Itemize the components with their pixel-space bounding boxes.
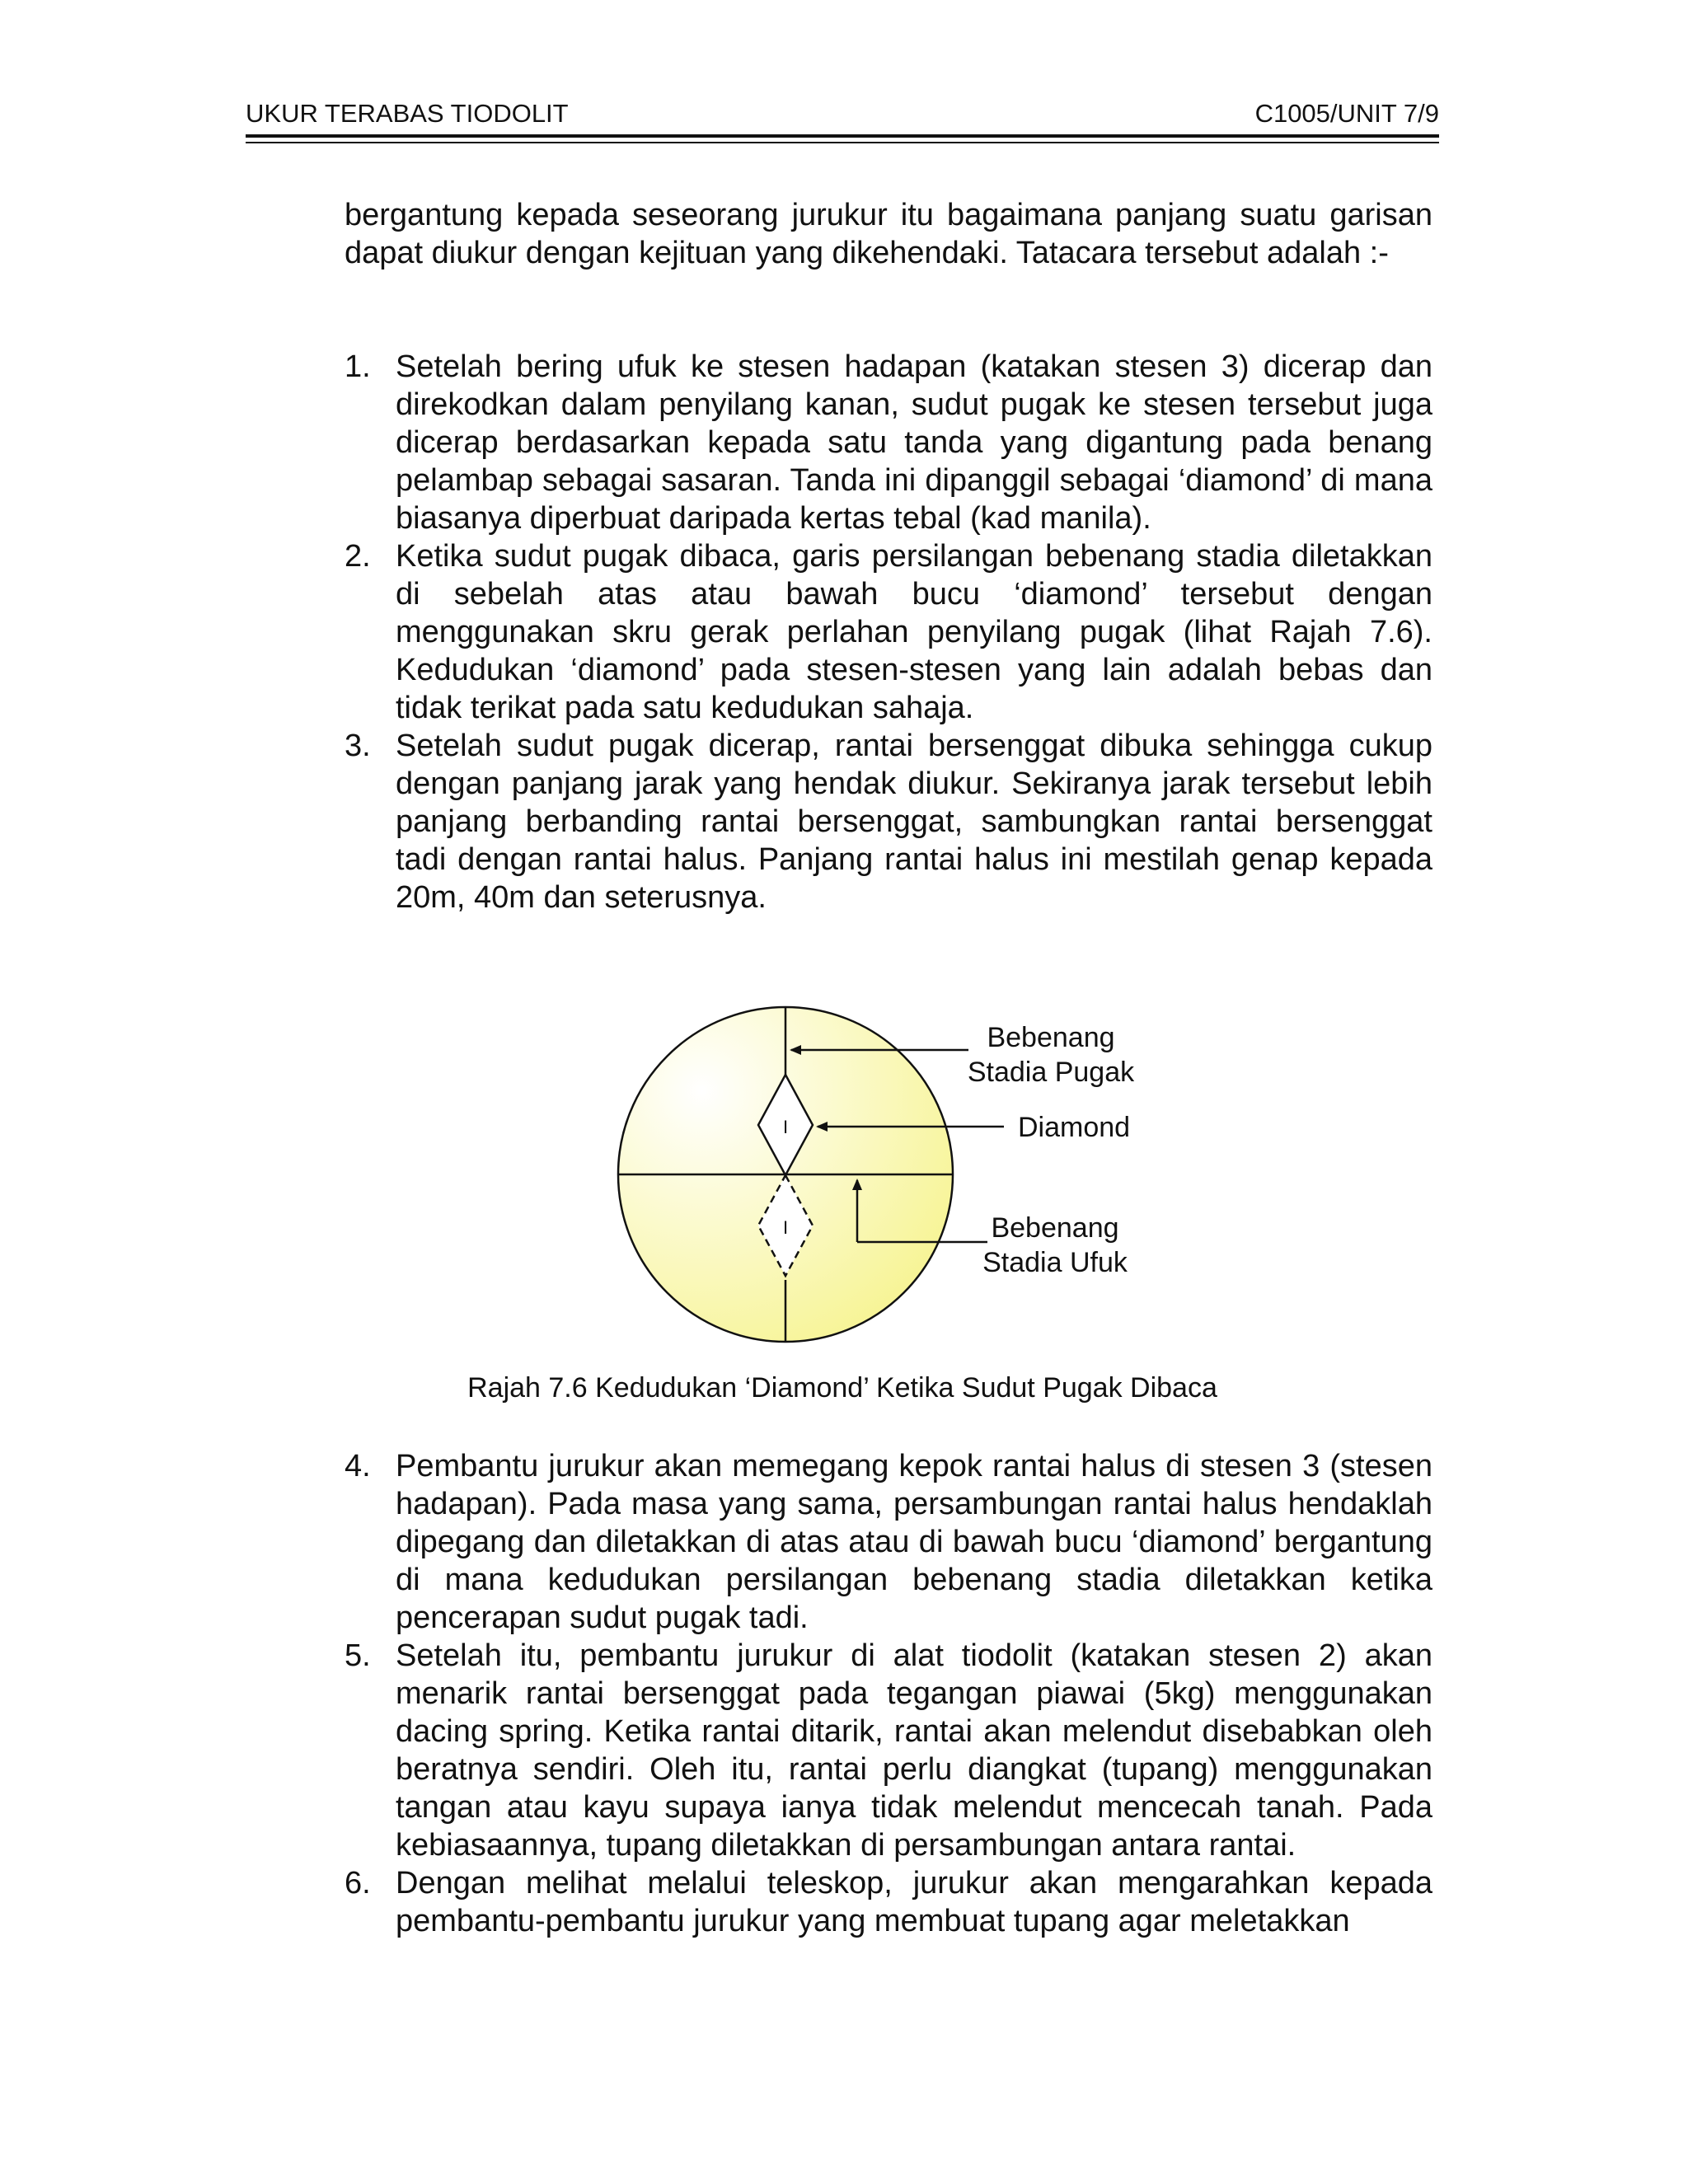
list-item-text: Dengan melihat melalui teleskop, jurukur akan mengarahkan kepada pembantu-pembantu jurukur yang membuat tupang agar meletakkan — [396, 1866, 1432, 1938]
header-title: UKUR TERABAS TIODOLIT — [246, 99, 569, 128]
label-diamond: Diamond — [1018, 1112, 1131, 1143]
list-item — [345, 537, 1432, 727]
list-item-number: 4. — [345, 1449, 371, 1483]
list-item-number: 1. — [345, 349, 371, 384]
list-item — [345, 727, 1432, 916]
list-item-number: 3. — [345, 729, 371, 763]
list-item-number: 5. — [345, 1638, 371, 1673]
figure-caption: Rajah 7.6 Kedudukan ‘Diamond’ Ketika Sudut Pugak Dibaca — [467, 1372, 1217, 1404]
diamond-mark-bottom: I — [782, 1217, 789, 1238]
list-item — [345, 1447, 1432, 1637]
label-horizontal-stadia-2: Stadia Ufuk — [982, 1247, 1128, 1278]
label-vertical-stadia-2: Stadia Pugak — [967, 1057, 1135, 1088]
figure-diamond-reticle — [610, 997, 1203, 1352]
list-item — [345, 1637, 1432, 1864]
list-item-number: 2. — [345, 539, 371, 574]
list-item — [345, 1864, 1432, 1940]
list-item-number: 6. — [345, 1866, 371, 1900]
list-item-text: Ketika sudut pugak dibaca, garis persilangan bebenang stadia diletakkan di sebelah atas atau bawah bucu ‘diamond’ tersebut dengan menggunakan skru gerak perlahan penyilang pugak (lihat Rajah 7.6). Kedudukan ‘diamond’ pada stesen-stesen yang lain adalah bebas dan tidak terikat pada satu kedudukan sahaja. — [396, 539, 1432, 725]
list-item-text: Setelah itu, pembantu jurukur di alat tiodolit (katakan stesen 2) akan menarik rantai bersenggat pada tegangan piawai (5kg) menggunakan dacing spring. Ketika rantai ditarik, rantai akan melendut disebabkan oleh beratnya sendiri. Oleh itu, rantai perlu diangkat (tupang) menggunakan tangan atau kayu supaya ianya tidak melendut mencecah tanah. Pada kebiasaannya, tupang diletakkan di persambungan antara rantai. — [396, 1638, 1432, 1863]
header-rule-thin — [246, 142, 1439, 143]
intro-paragraph: bergantung kepada seseorang jurukur itu bagaimana panjang suatu garisan dapat diukur dengan kejituan yang dikehendaki. Tatacara tersebut adalah :- — [345, 198, 1432, 270]
list-item-text: Setelah bering ufuk ke stesen hadapan (katakan stesen 3) dicerap dan direkodkan dalam penyilang kanan, sudut pugak ke stesen tersebut juga dicerap berdasarkan kepada satu tanda yang digantung pada benang pelambap sebagai sasaran. Tanda ini dipanggil sebagai ‘diamond’ di mana biasanya diperbuat daripada kertas tebal (kad manila). — [396, 349, 1432, 536]
list-item-text: Setelah sudut pugak dicerap, rantai bersenggat dibuka sehingga cukup dengan panjang jarak yang hendak diukur. Sekiranya jarak tersebut lebih panjang berbanding rantai bersenggat, sambungkan rantai bersenggat tadi dengan rantai halus. Panjang rantai halus ini mestilah genap kepada 20m, 40m dan seterusnya. — [396, 729, 1432, 915]
diamond-mark-top: I — [782, 1117, 789, 1137]
list-item — [345, 348, 1432, 537]
label-vertical-stadia-1: Bebenang — [987, 1022, 1115, 1053]
label-horizontal-stadia-1: Bebenang — [991, 1212, 1119, 1244]
steps-list-top — [345, 348, 1432, 916]
steps-list-bottom — [345, 1447, 1432, 1940]
header-rule-thick — [246, 134, 1439, 138]
header-code: C1005/UNIT 7/9 — [1254, 99, 1439, 128]
list-item-text: Pembantu jurukur akan memegang kepok rantai halus di stesen 3 (stesen hadapan). Pada masa yang sama, persambungan rantai halus hendaklah dipegang dan diletakkan di atas atau di bawah bucu ‘diamond’ bergantung di mana kedudukan persilangan bebenang stadia diletakkan ketika pencerapan sudut pugak tadi. — [396, 1449, 1432, 1635]
